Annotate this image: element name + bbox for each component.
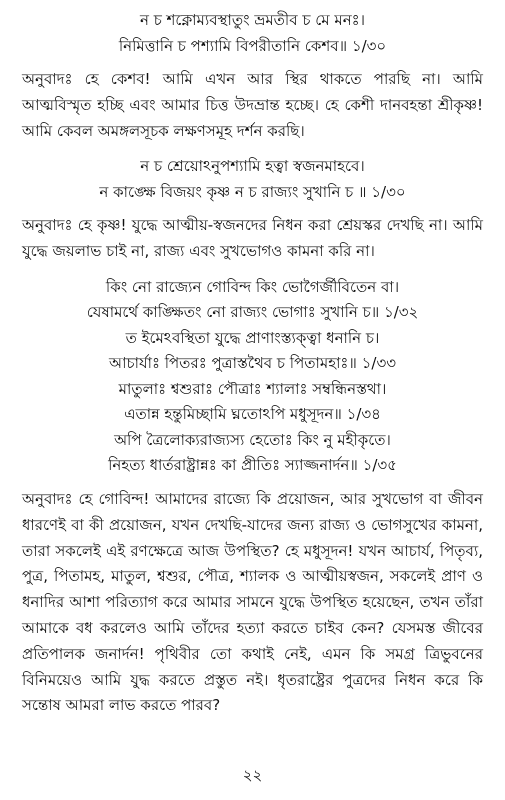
verse-line: ন চ শ্রেয়োঽনুপশ্যামি হত্বা স্বজনমাহবে। [140,157,365,176]
sanskrit-verse-1-30b [22,154,483,205]
verse-line: এতান্ন হন্তুমিচ্ছামি ঘ্নতোঽপি মধুসূদন॥ ১/৩৪ [124,405,381,424]
verse-line: ন কাঙ্ক্ষে বিজয়ং কৃষ্ণ ন চ রাজ্যং সুখানি চ ॥ ১/৩০ [99,182,406,201]
verse-line: মাতুলাঃ শ্বশুরাঃ পৌত্রাঃ শ্যালাঃ সম্বন্ধিনস্তথা। [118,379,387,398]
translation-paragraph-3: অনুবাদঃ হে গোবিন্দ! আমাদের রাজ্যে কি প্রয়োজন, আর সুখভোগ বা জীবন ধারণেই বা কী প্রয়োজন, যখন দেখছি-যাদের জন্য রাজ্য ও ভোগসুখের কামনা, তারা সকলেই এই রণক্ষেত্রে আজ উপস্থিত? হে মধুসূদন! যখন আচার্য, পিতৃব্য, পুত্র, পিতামহ, মাতুল, শ্বশুর, পৌত্র, শ্যালক ও আত্মীয়স্বজন, সকলেই প্রাণ ও ধনাদির আশা পরিত্যাগ করে আমার সামনে যুদ্ধে উপস্থিত হয়েছেন, তখন তাঁরা আমাকে বধ করলেও আমি তাঁদের হত্যা করতে চাইব কেন? যেসমস্ত জীবের প্রতিপালক জনার্দন! পৃথিবীর তো কথাই নেই, এমন কি সমগ্র ত্রিভুবনের বিনিময়েও আমি যুদ্ধ করতে প্রস্তুত নই। ধৃতরাষ্ট্রের পুত্রদের নিধন করে কি সন্তোষ আমরা লাভ করতে পারব? [22,489,483,715]
translation-paragraph-2: অনুবাদঃ হে কৃষ্ণ! যুদ্ধে আত্মীয়-স্বজনদের নিধন করা শ্রেয়স্কর দেখছি না। আমি যুদ্ধে জয়লাভ চাই না, রাজ্য এবং সুখভোগও কামনা করি না। [22,216,483,261]
verse-line: অপি ত্রৈলোক্যরাজ্যস্য হেতোঃ কিং নু মহীকৃতে। [114,430,391,449]
page-number: ২২ [242,766,263,784]
verse-line: যেষামর্থে কাঙ্ক্ষিতং নো রাজ্যং ভোগাঃ সুখানি চ॥ ১/৩২ [86,303,419,322]
verse-line: নিমিত্তানি চ পশ্যামি বিপরীতানি কেশব॥ ১/৩০ [118,36,387,55]
verse-line: ন চ শক্নোম্যবস্থাতুং ভ্রমতীব চ মে মনঃ। [139,11,366,29]
verse-line: আচার্যাঃ পিতরঃ পুত্রাস্তথৈব চ পিতামহাঃ॥ ১/৩৩ [109,354,396,373]
verse-line: নিহত্য ধার্তরাষ্ট্রান্নঃ কা প্রীতিঃ স্যাজ্জনার্দন॥ ১/৩৫ [108,456,397,475]
translation-paragraph-1: অনুবাদঃ হে কেশব! আমি এখন আর স্থির থাকতে পারছি না। আমি আত্মবিস্মৃত হচ্ছি এবং আমার চিত্ত উদভ্রান্ত হচ্ছে। হে কেশী দানবহন্তা শ্রীকৃষ্ণ! আমি কেবল অমঙ্গলসূচক লক্ষণসমূহ দর্শন করছি। [22,70,483,140]
sanskrit-verse-1-32-35 [22,275,483,479]
verse-line: ত ইমেঽবস্থিতা যুদ্ধে প্রাণাংস্ত্যক্ত্বা ধনানি চ। [125,328,380,347]
verse-line: কিং নো রাজ্যেন গোবিন্দ কিং ভোগৈর্জীবিতেন বা। [105,277,400,296]
sanskrit-verse-1-30a [22,8,483,59]
